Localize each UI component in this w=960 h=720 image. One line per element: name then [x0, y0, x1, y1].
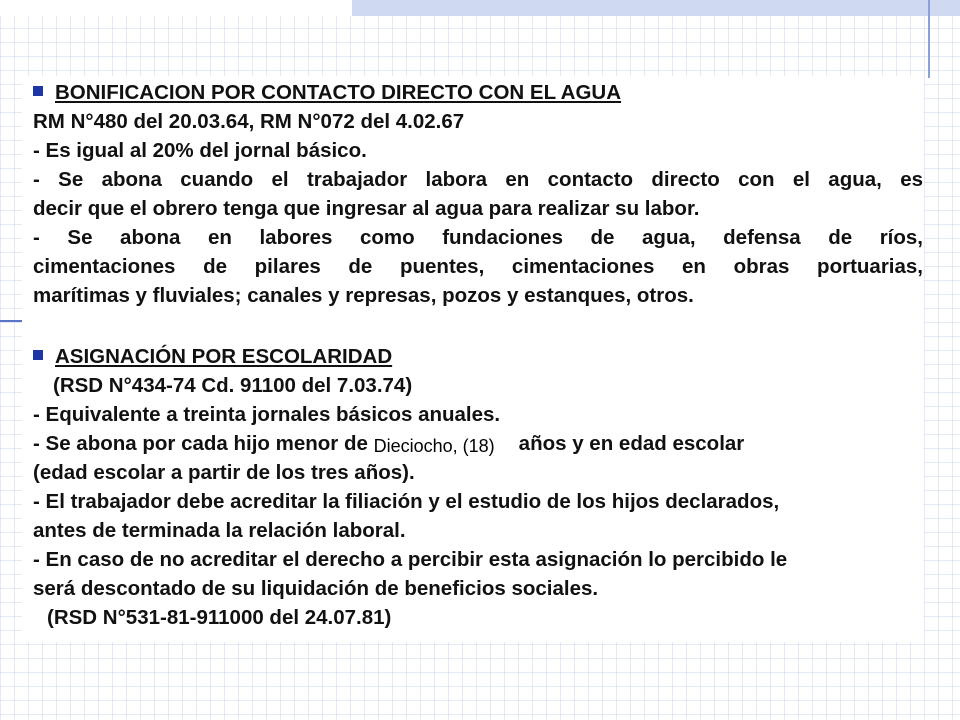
section1-line-3: - Se abona cuando el trabajador labora en contacto directo con el agua, es: [33, 168, 923, 191]
section-escolaridad: [33, 342, 923, 632]
section2-line-acred-1: - El trabajador debe acreditar la filiación y el estudio de los hijos declarados,: [33, 490, 780, 513]
section1-line-5: - Se abona en labores como fundaciones de agua, defensa de ríos,: [33, 226, 923, 249]
right-decorative-line: [928, 0, 930, 78]
section2-heading-row: [33, 342, 923, 371]
bullet-square-icon: [33, 350, 43, 360]
section2-ref-end: (RSD N°531-81-911000 del 24.07.81): [47, 606, 392, 629]
child-age-overlay: Dieciocho, (18): [373, 436, 495, 456]
section2-line-caso-1: - En caso de no acreditar el derecho a percibir esta asignación lo percibido le: [33, 548, 788, 571]
child-text-end: años y en edad escolar: [518, 432, 745, 455]
section2-line-child: [33, 429, 923, 458]
section2-line-caso-2: será descontado de su liquidación de beneficios sociales.: [33, 577, 599, 600]
section1-line-1: RM N°480 del 20.03.64, RM N°072 del 4.02.67: [33, 110, 465, 133]
section1-line-4: decir que el obrero tenga que ingresar al agua para realizar su labor.: [33, 197, 700, 220]
bullet-square-icon: [33, 86, 43, 96]
section1-line-7: marítimas y fluviales; canales y represas, pozos y estanques, otros.: [33, 284, 694, 307]
section-bonificacion: [33, 78, 923, 310]
section2-line-acred-2: antes de terminada la relación laboral.: [33, 519, 406, 542]
child-text-start: - Se abona por cada hijo menor de: [33, 432, 368, 455]
section2-title: ASIGNACIÓN POR ESCOLARIDAD: [55, 345, 393, 368]
top-left-band: [0, 0, 352, 16]
section2-ref: (RSD N°434-74 Cd. 91100 del 7.03.74): [53, 374, 413, 397]
section1-line-6: cimentaciones de pilares de puentes, cimentaciones en obras portuarias,: [33, 255, 923, 278]
section1-heading-row: [33, 78, 923, 107]
top-decorative-band: [352, 0, 960, 16]
section1-title: BONIFICACION POR CONTACTO DIRECTO CON EL AGUA: [55, 81, 622, 104]
section1-line-2: - Es igual al 20% del jornal básico.: [33, 139, 367, 162]
left-decorative-tick: [0, 320, 22, 322]
section2-line-child-2: (edad escolar a partir de los tres años).: [33, 461, 415, 484]
section2-line-equiv: - Equivalente a treinta jornales básicos anuales.: [33, 403, 501, 426]
